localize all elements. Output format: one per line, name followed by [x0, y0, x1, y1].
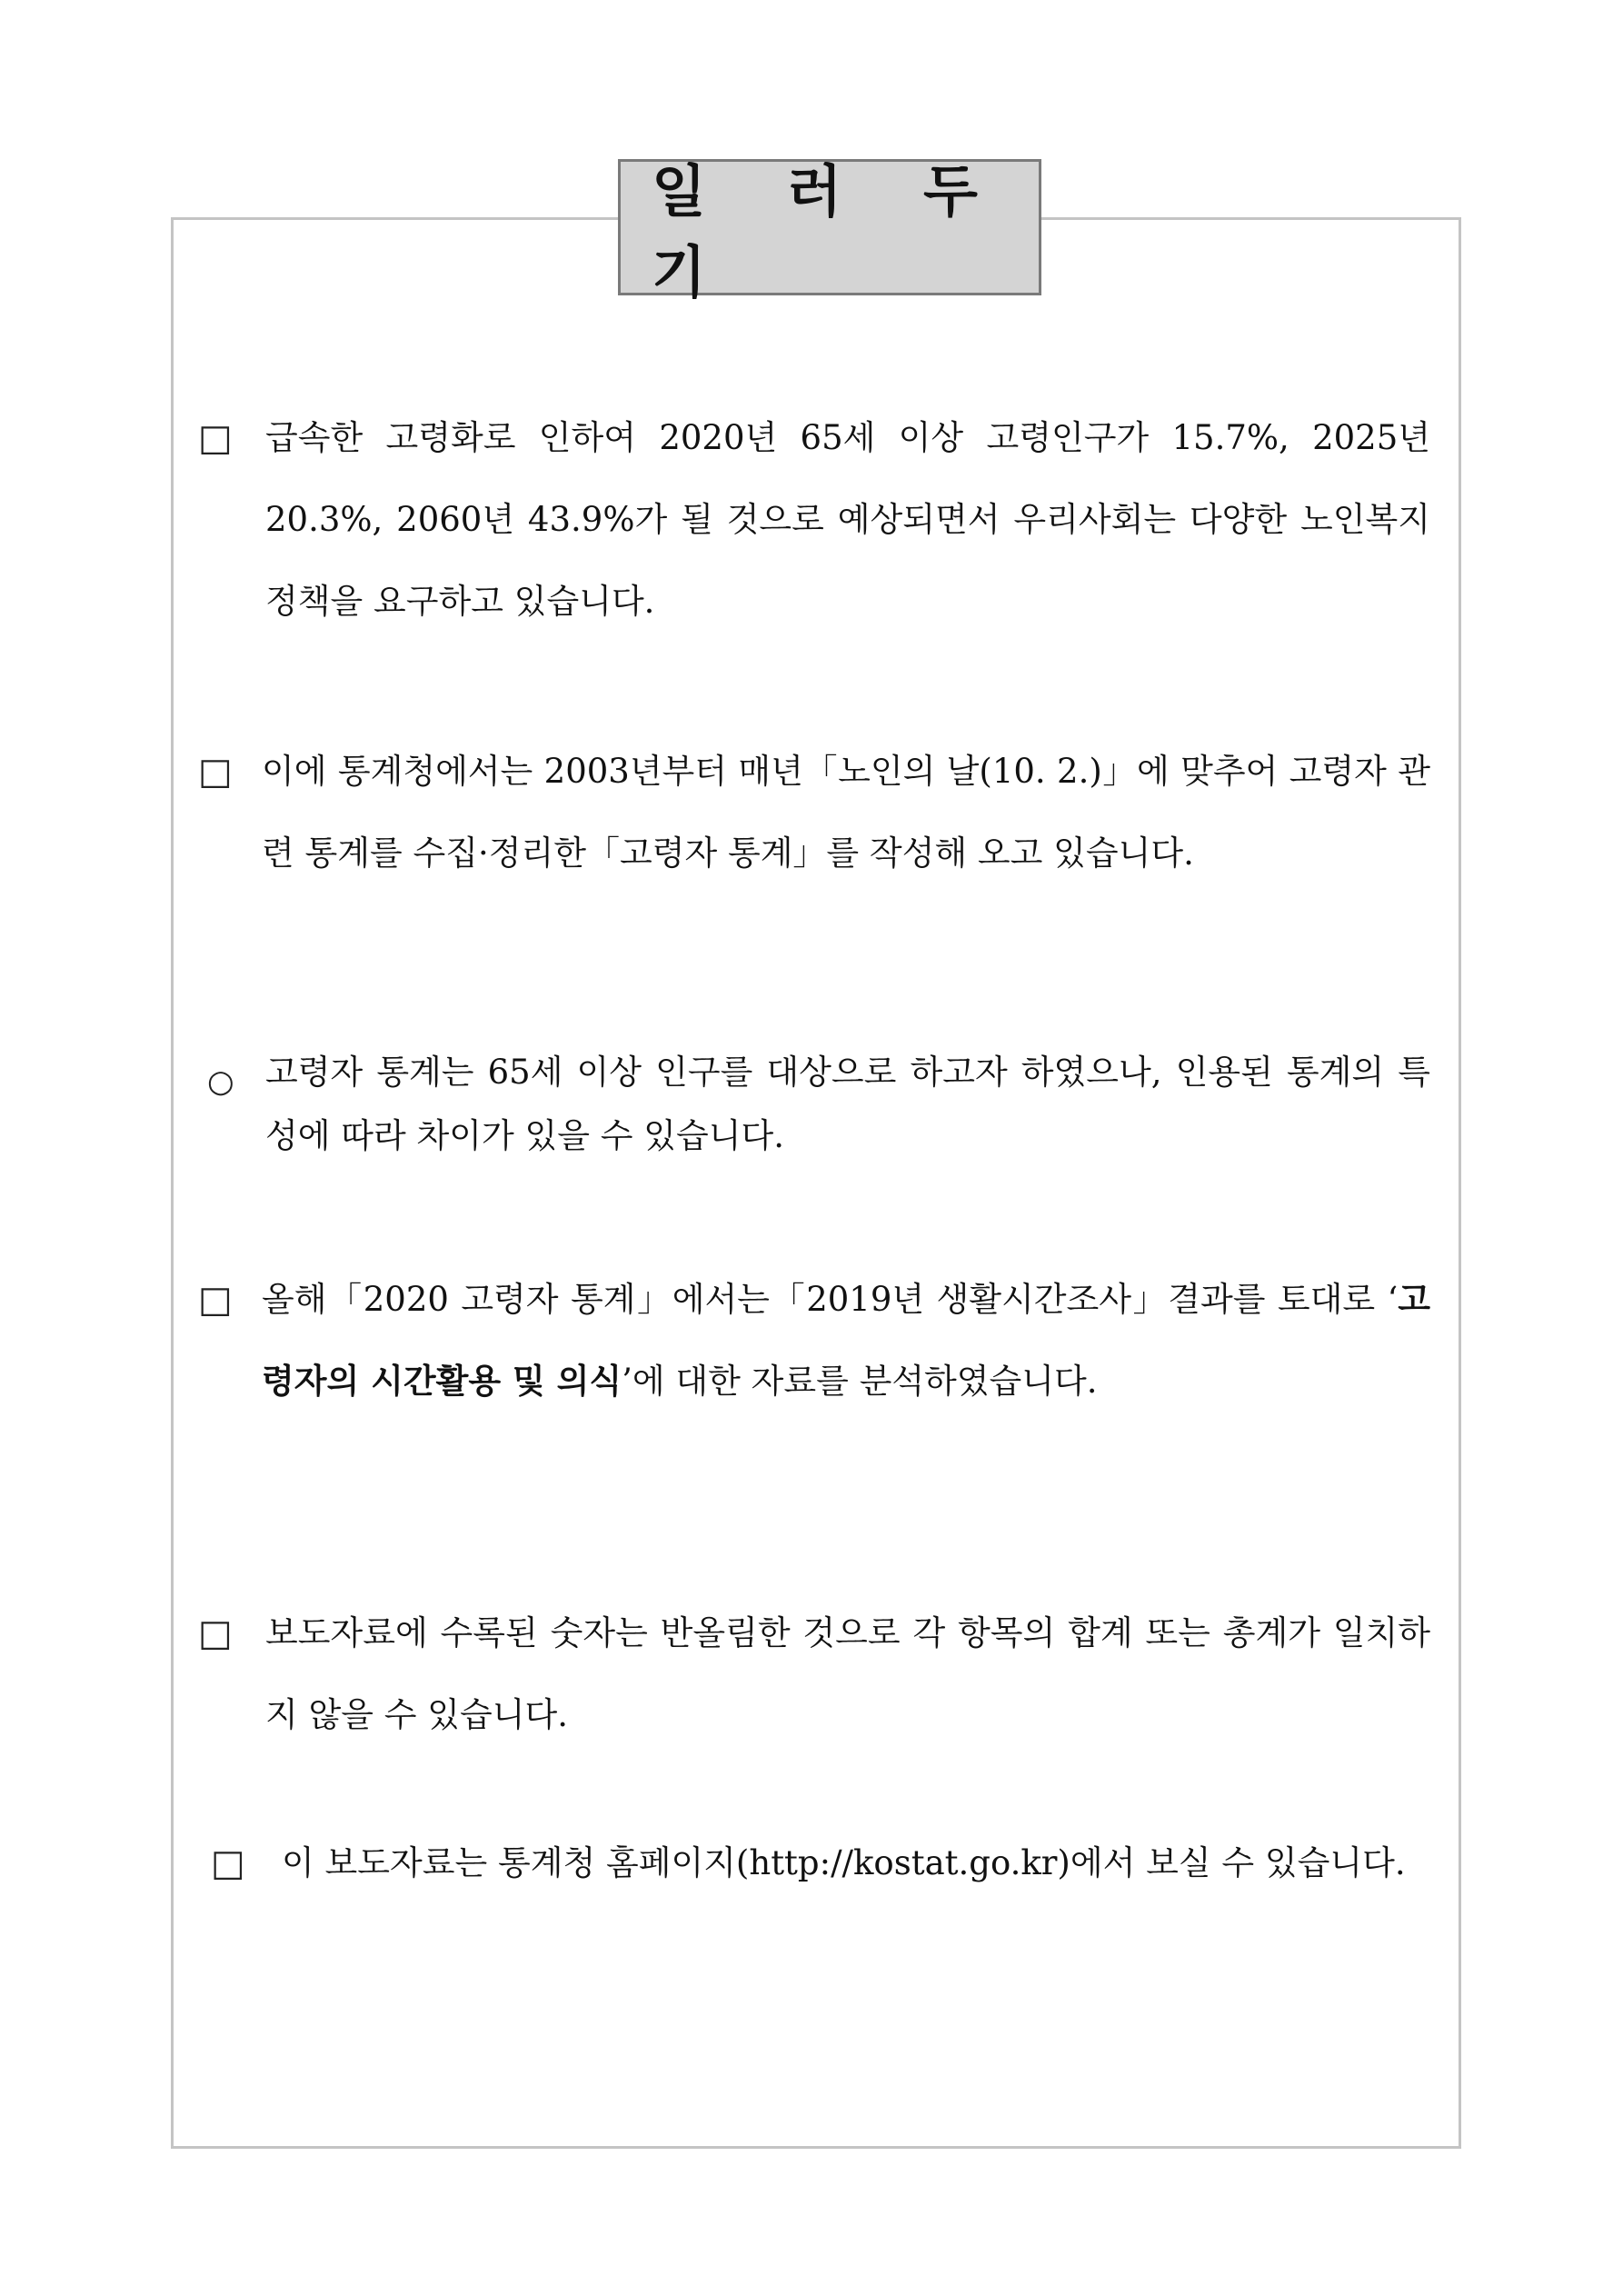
square-bullet-icon: □ [211, 1842, 245, 1884]
notice-paragraph-5: 보도자료에 수록된 숫자는 반올림한 것으로 각 항목의 합계 또는 총계가 일치하지 않을 수 있습니다. [265, 1613, 1430, 1734]
notice-paragraph-4-after: ’에 대한 자료를 분석하였습니다. [622, 1362, 1098, 1401]
square-bullet-icon: □ [198, 1279, 233, 1321]
notice-paragraph-4 [262, 1259, 1430, 1423]
notice-paragraph-2: 이에 통계청에서는 2003년부터 매년「노인의 날(10. 2.)」에 맞추어 고령자 관련 통계를 수집·정리한「고령자 통계」를 작성해 오고 있습니다. [262, 752, 1430, 873]
square-bullet-icon: □ [198, 1612, 233, 1654]
notice-paragraph-1: 급속한 고령화로 인하여 2020년 65세 이상 고령인구가 15.7%, 2025년 20.3%, 2060년 43.9%가 될 것으로 예상되면서 우리사회는 다양한 노인복지정책을 요구하고 있습니다. [265, 418, 1430, 621]
page-title: 일 러 두 기 [652, 158, 1009, 305]
notice-paragraph-3: 고령자 통계는 65세 이상 인구를 대상으로 하고자 하였으나, 인용된 통계의 특성에 따라 차이가 있을 수 있습니다. [265, 1053, 1430, 1155]
square-bullet-icon: □ [198, 751, 233, 793]
square-bullet-icon: □ [198, 417, 233, 459]
notice-highlight-topic: 고령자의 시간활용 및 의식 [262, 1280, 1430, 1401]
circle-bullet-icon: ○ [207, 1063, 234, 1100]
notice-paragraph-4-before: 올해「2020 고령자 통계」에서는「2019년 생활시간조사」결과를 토대로 ‘ [262, 1280, 1399, 1319]
title-box [618, 158, 1041, 305]
notice-paragraph-6: 이 보도자료는 통계청 홈페이지(http://kostat.go.kr)에서 보실 수 있습니다. [282, 1843, 1406, 1882]
